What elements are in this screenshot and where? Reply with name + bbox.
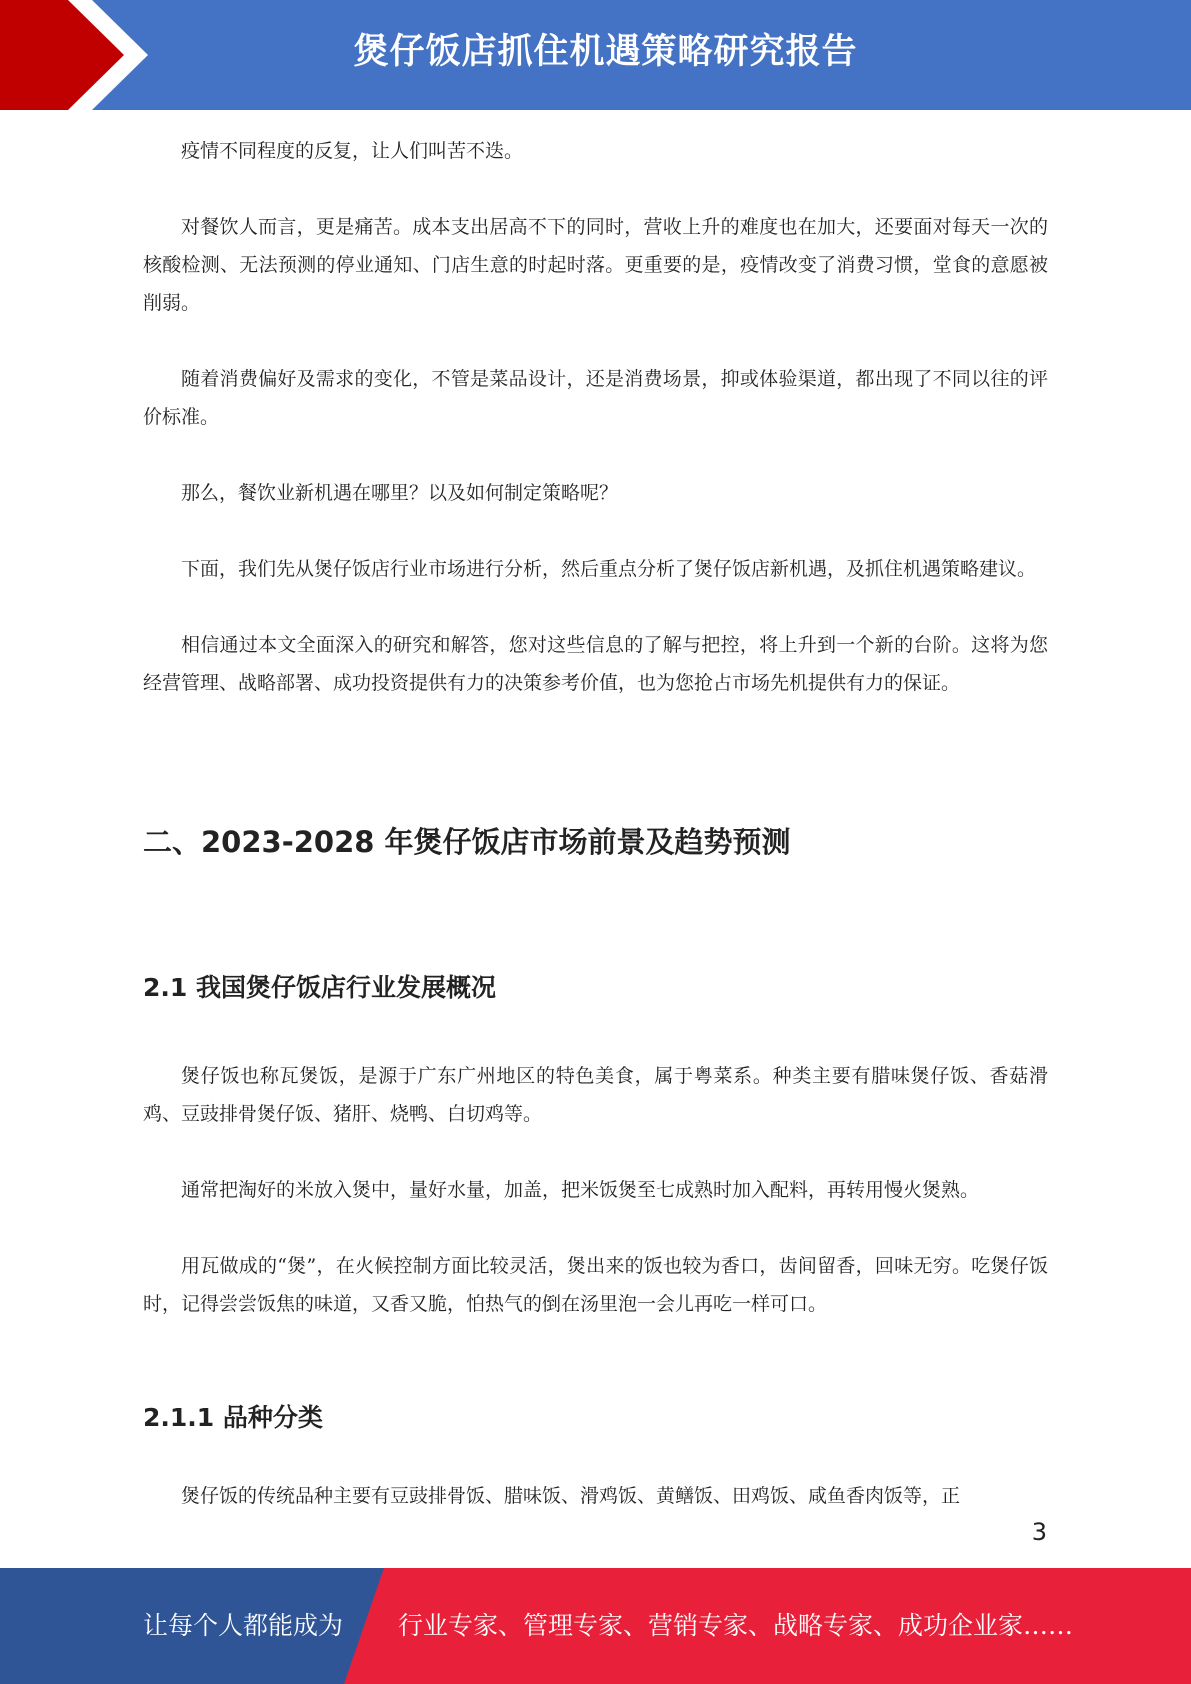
body-paragraph: 通常把淘好的米放入煲中，量好水量，加盖，把米饭煲至七成熟时加入配料，再转用慢火煲熟。 [181, 1179, 980, 1201]
intro-paragraph: 相信通过本文全面深入的研究和解答，您对这些信息的了解与把控，将上升到一个新的台阶。这将为您经营管理、战略部署、成功投资提供有力的决策参考价值，也为您抢占市场先机提供有力的保证。 [143, 634, 1048, 694]
footer-slogan-left: 让每个人都能成为 [143, 1611, 344, 1640]
intro-text [143, 132, 1048, 740]
footer-slogan-right: 行业专家、管理专家、营销专家、战略专家、成功企业家…… [398, 1611, 1074, 1640]
intro-paragraph: 疫情不同程度的反复，让人们叫苦不迭。 [181, 140, 524, 162]
subsubsection-heading: 2.1.1 品种分类 [143, 1403, 323, 1432]
header-banner [0, 0, 1191, 110]
body-paragraph: 煲仔饭也称瓦煲饭，是源于广东广州地区的特色美食，属于粤菜系。种类主要有腊味煲仔饭、香菇滑鸡、豆豉排骨煲仔饭、猪肝、烧鸭、白切鸡等。 [143, 1065, 1048, 1125]
subsubsection-text [143, 1477, 1048, 1515]
intro-paragraph: 下面，我们先从煲仔饭店行业市场进行分析，然后重点分析了煲仔饭店新机遇，及抓住机遇策略建议。 [181, 558, 1037, 580]
intro-paragraph: 对餐饮人而言，更是痛苦。成本支出居高不下的同时，营收上升的难度也在加大，还要面对每天一次的核酸检测、无法预测的停业通知、门店生意的时起时落。更重要的是，疫情改变了消费习惯，堂食的意愿被削弱。 [143, 216, 1048, 314]
intro-paragraph: 那么，餐饮业新机遇在哪里？以及如何制定策略呢？ [181, 482, 619, 504]
section-heading: 二、2023-2028 年煲仔饭店市场前景及趋势预测 [143, 825, 791, 859]
subsection-heading: 2.1 我国煲仔饭店行业发展概况 [143, 973, 496, 1002]
page-number: 3 [1031, 1518, 1047, 1546]
intro-paragraph: 随着消费偏好及需求的变化，不管是菜品设计，还是消费场景，抑或体验渠道，都出现了不同以往的评价标准。 [143, 368, 1048, 428]
body-paragraph: 煲仔饭的传统品种主要有豆豉排骨饭、腊味饭、滑鸡饭、黄鳝饭、田鸡饭、咸鱼香肉饭等，正 [181, 1485, 961, 1507]
body-paragraph: 用瓦做成的“煲”，在火候控制方面比较灵活，煲出来的饭也较为香口，齿间留香，回味无穷。吃煲仔饭时，记得尝尝饭焦的味道，又香又脆，怕热气的倒在汤里泡一会儿再吃一样可口。 [143, 1255, 1048, 1315]
report-title: 煲仔饭店抓住机遇策略研究报告 [353, 32, 858, 72]
footer-banner [0, 1568, 1191, 1684]
subsection-text [143, 1057, 1048, 1361]
